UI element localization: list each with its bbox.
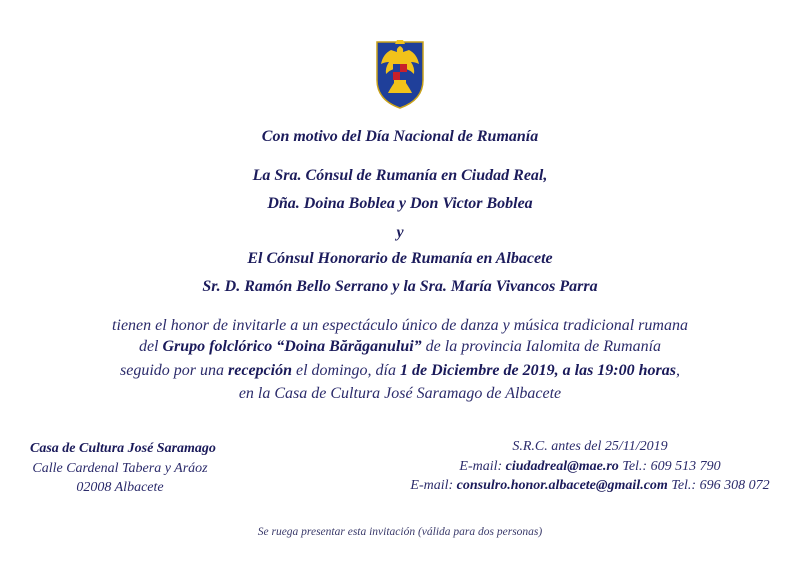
rsvp-block <box>400 437 780 496</box>
venue-block <box>30 439 216 498</box>
phone-2: 696 308 072 <box>699 478 770 493</box>
email-link-2[interactable]: consulro.honor.albacete@gmail.com <box>456 478 668 493</box>
text: el domingo, día <box>292 362 400 379</box>
reception: recepción <box>228 362 292 379</box>
occasion-heading: Con motivo del Día Nacional de Rumanía <box>261 128 539 145</box>
host1-title: La Sra. Cónsul de Rumanía en Ciudad Real, <box>252 167 548 184</box>
invitation-line-1: tienen el honor de invitarle a un espectáculo único de danza y música tradicional rumana <box>112 317 688 334</box>
conjunction: y <box>396 224 404 241</box>
host1-names: Dña. Doina Boblea y Don Victor Boblea <box>267 195 533 212</box>
event-date: 1 de Diciembre de 2019, a las 19:00 horas <box>400 362 676 379</box>
venue-street: Calle Cardenal Tabera y Aráoz <box>32 460 208 476</box>
romania-coat-of-arms-icon <box>373 36 427 110</box>
text: , <box>675 362 680 379</box>
invitation-line-3 <box>0 362 800 380</box>
text: seguido por una <box>120 362 229 379</box>
footer-note: Se ruega presentar esta invitación (válida para dos personas) <box>257 526 543 538</box>
rsvp-deadline: S.R.C. antes del 25/11/2019 <box>512 439 668 454</box>
invitation-line-4: en la Casa de Cultura José Saramago de Albacete <box>238 385 562 402</box>
tel-label: Tel.: <box>618 458 651 474</box>
text: de la provincia Ialomita de Rumanía <box>421 338 662 355</box>
email-link-1[interactable]: ciudadreal@mae.ro <box>505 458 619 474</box>
contact-2 <box>400 476 780 496</box>
invitation-line-2 <box>0 338 800 356</box>
venue-name: Casa de Cultura José Saramago <box>30 441 216 456</box>
tel-label: Tel.: <box>667 478 700 493</box>
host2-title: El Cónsul Honorario de Rumanía en Albacete <box>247 250 553 267</box>
email-label: E-mail: <box>459 458 506 474</box>
contact-1 <box>400 457 780 477</box>
phone-1: 609 513 790 <box>650 458 721 474</box>
venue-city: 02008 Albacete <box>76 480 164 495</box>
text: del <box>138 338 163 355</box>
email-label: E-mail: <box>410 478 457 493</box>
group-name: Grupo folclórico “Doina Bărăganului” <box>162 338 422 355</box>
host2-names: Sr. D. Ramón Bello Serrano y la Sra. María Vivancos Parra <box>202 278 598 295</box>
